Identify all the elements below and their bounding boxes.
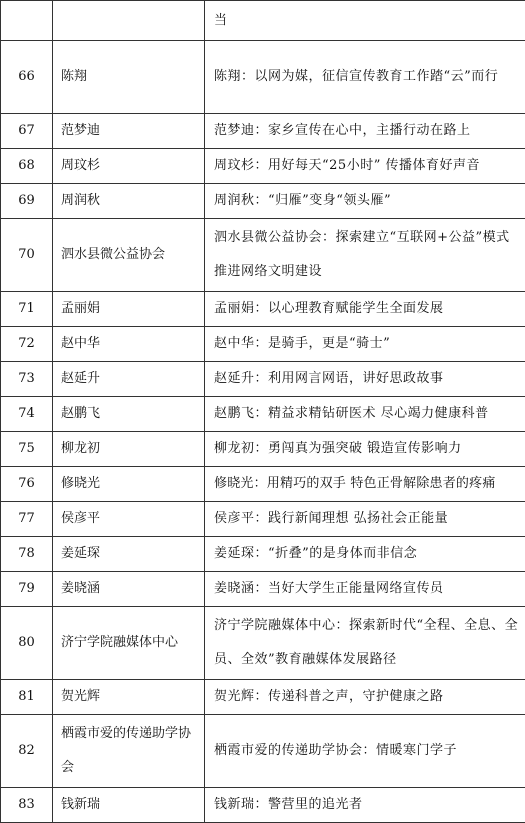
row-number: 72 — [1, 327, 53, 362]
table-row — [1, 537, 525, 572]
honoree-name: 赵中华 — [53, 327, 205, 362]
honoree-title: 侯彦平：践行新闻理想 弘扬社会正能量 — [205, 502, 525, 537]
honoree-name: 修晓光 — [53, 467, 205, 502]
table-row — [1, 219, 525, 292]
honoree-title: 赵延升：利用网言网语，讲好思政故事 — [205, 362, 525, 397]
honoree-title: 贺光辉：传递科普之声，守护健康之路 — [205, 680, 525, 715]
table-row — [1, 327, 525, 362]
honoree-title: 周润秋：“归雁”变身“领头雁” — [205, 184, 525, 219]
row-number: 80 — [1, 607, 53, 680]
honoree-name: 侯彦平 — [53, 502, 205, 537]
honoree-title: 陈翔：以网为媒，征信宣传教育工作踏“云”而行 — [205, 41, 525, 114]
row-number: 74 — [1, 397, 53, 432]
honoree-title: 柳龙初：勇闯真为强突破 锻造宣传影响力 — [205, 432, 525, 467]
table-row — [1, 715, 525, 788]
row-number: 71 — [1, 292, 53, 327]
row-number: 67 — [1, 114, 53, 149]
honoree-title: 济宁学院融媒体中心：探索新时代“全程、全息、全员、全效”教育融媒体发展路径 — [205, 607, 525, 680]
honoree-title: 泗水县微公益协会：探索建立“互联网+公益”模式 推进网络文明建设 — [205, 219, 525, 292]
row-number — [1, 1, 53, 41]
honoree-name: 泗水县微公益协会 — [53, 219, 205, 292]
table-row — [1, 1, 525, 41]
table-body — [1, 1, 525, 823]
honoree-title: 范梦迪：家乡宣传在心中，主播行动在路上 — [205, 114, 525, 149]
table-row — [1, 607, 525, 680]
row-number: 78 — [1, 537, 53, 572]
honoree-title: 姜延琛：“折叠”的是身体而非信念 — [205, 537, 525, 572]
row-number: 81 — [1, 680, 53, 715]
honoree-name: 赵鹏飞 — [53, 397, 205, 432]
honoree-title: 当 — [205, 1, 525, 41]
honoree-name — [53, 1, 205, 41]
row-number: 69 — [1, 184, 53, 219]
honoree-name: 孟丽娟 — [53, 292, 205, 327]
row-number: 76 — [1, 467, 53, 502]
honoree-title: 赵鹏飞：精益求精钻研医术 尽心竭力健康科普 — [205, 397, 525, 432]
honoree-title: 钱新瑞：警营里的追光者 — [205, 788, 525, 823]
row-number: 77 — [1, 502, 53, 537]
row-number: 68 — [1, 149, 53, 184]
table-row — [1, 432, 525, 467]
honoree-name: 柳龙初 — [53, 432, 205, 467]
table-row — [1, 292, 525, 327]
honoree-title: 赵中华：是骑手，更是“骑士” — [205, 327, 525, 362]
honoree-title: 姜晓涵：当好大学生正能量网络宣传员 — [205, 572, 525, 607]
table-row — [1, 467, 525, 502]
table-row — [1, 502, 525, 537]
row-number: 73 — [1, 362, 53, 397]
table-row — [1, 184, 525, 219]
row-number: 83 — [1, 788, 53, 823]
honoree-title: 周玟杉：用好每天“25小时” 传播体育好声音 — [205, 149, 525, 184]
row-number: 79 — [1, 572, 53, 607]
honoree-name: 周润秋 — [53, 184, 205, 219]
honoree-title: 修晓光：用精巧的双手 特色正骨解除患者的疼痛 — [205, 467, 525, 502]
table-row — [1, 397, 525, 432]
table-row — [1, 572, 525, 607]
table-row — [1, 41, 525, 114]
row-number: 70 — [1, 219, 53, 292]
honoree-title: 孟丽娟：以心理教育赋能学生全面发展 — [205, 292, 525, 327]
honoree-name: 赵延升 — [53, 362, 205, 397]
row-number: 66 — [1, 41, 53, 114]
table-row — [1, 149, 525, 184]
honoree-name: 范梦迪 — [53, 114, 205, 149]
row-number: 82 — [1, 715, 53, 788]
honoree-name: 周玟杉 — [53, 149, 205, 184]
honoree-name: 贺光辉 — [53, 680, 205, 715]
honoree-name: 栖霞市爱的传递助学协会 — [53, 715, 205, 788]
honoree-name: 姜晓涵 — [53, 572, 205, 607]
table-row — [1, 788, 525, 823]
table-row — [1, 114, 525, 149]
honoree-name: 济宁学院融媒体中心 — [53, 607, 205, 680]
table-row — [1, 362, 525, 397]
honoree-title: 栖霞市爱的传递助学协会：情暖寒门学子 — [205, 715, 525, 788]
honoree-name: 陈翔 — [53, 41, 205, 114]
honoree-name: 钱新瑞 — [53, 788, 205, 823]
row-number: 75 — [1, 432, 53, 467]
table-row — [1, 680, 525, 715]
honoree-name: 姜延琛 — [53, 537, 205, 572]
